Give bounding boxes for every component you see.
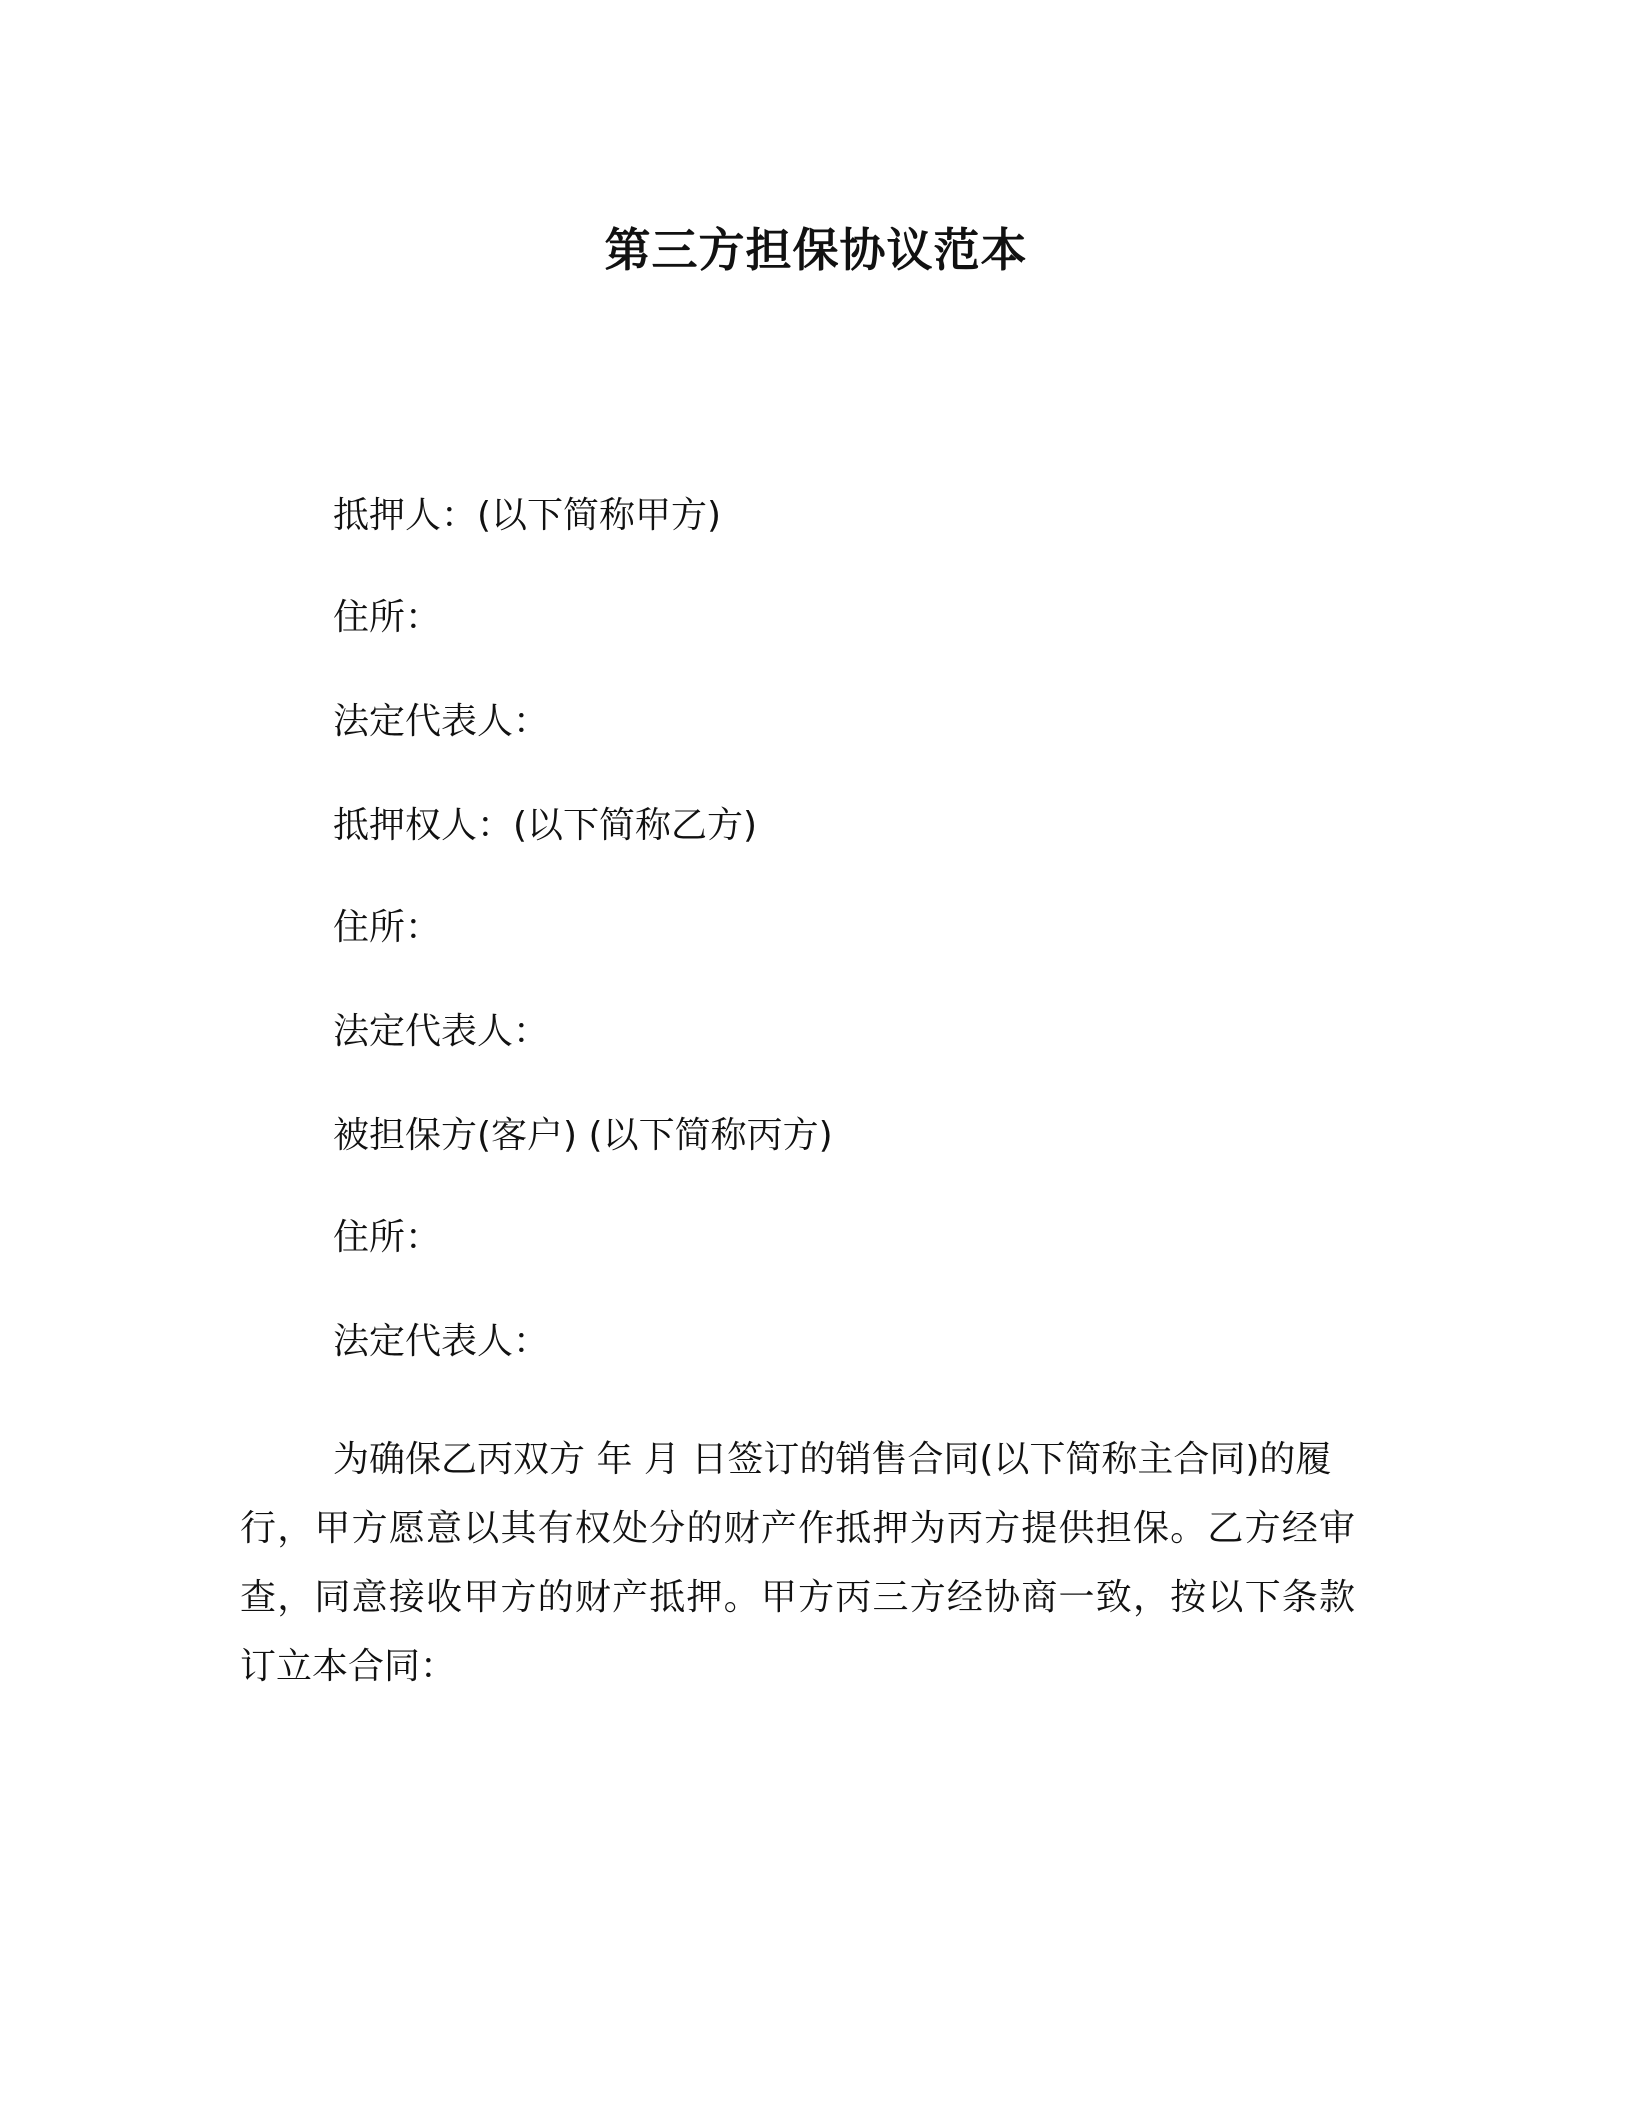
mortgagee-representative-label: 法定代表人： <box>333 1011 550 1052</box>
mortgagee-label: 抵押权人：(以下简称乙方) <box>333 805 758 846</box>
intro-line: 查，同意接收甲方的财产抵押。甲方丙三方经协商一致，按以下条款 <box>240 1577 1355 1618</box>
mortgagor-label: 抵押人：(以下简称甲方) <box>333 495 722 536</box>
intro-line: 为确保乙丙双方 年 月 日签订的销售合同(以下简称主合同)的履 <box>333 1439 1332 1480</box>
intro-line: 订立本合同： <box>240 1646 457 1687</box>
guaranteed-party-representative-label: 法定代表人： <box>333 1321 550 1362</box>
intro-paragraph <box>240 1425 1355 1701</box>
mortgagor-representative-label: 法定代表人： <box>333 701 550 742</box>
document-title: 第三方担保协议范本 <box>604 223 1028 277</box>
guaranteed-party-address-label: 住所： <box>333 1217 442 1258</box>
intro-line: 行，甲方愿意以其有权处分的财产作抵押为丙方提供担保。乙方经审 <box>240 1508 1355 1549</box>
mortgagee-address-label: 住所： <box>333 907 442 948</box>
guaranteed-party-label: 被担保方(客户) (以下简称丙方) <box>333 1115 833 1156</box>
mortgagor-address-label: 住所： <box>333 597 442 638</box>
